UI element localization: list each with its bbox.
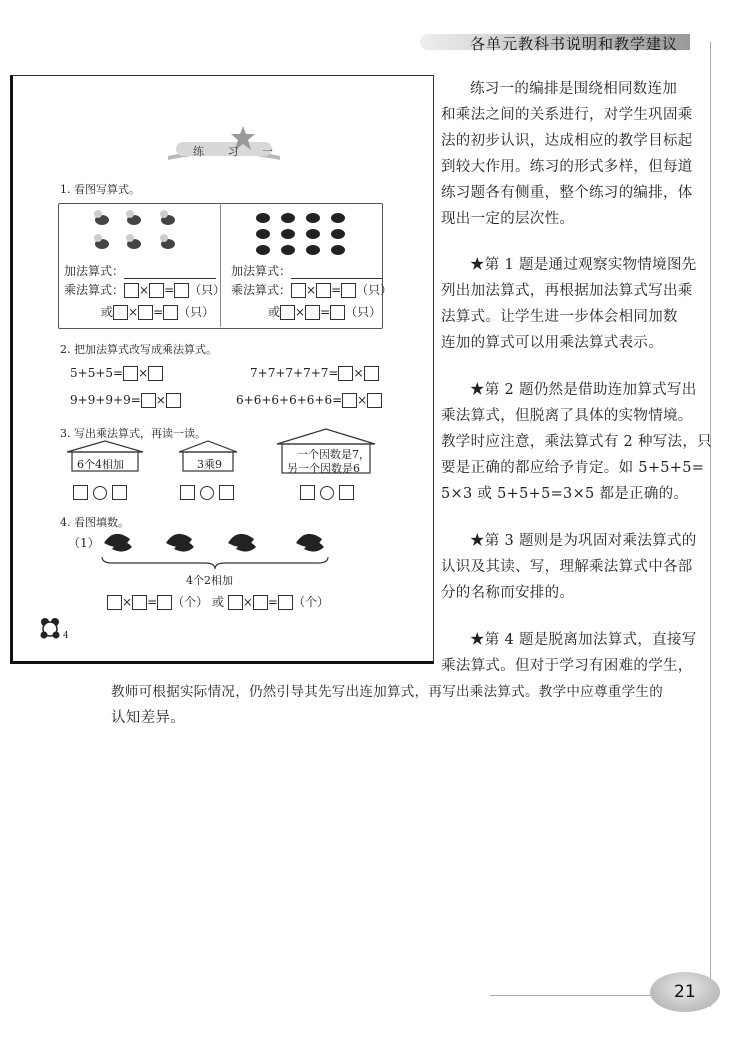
answer-box[interactable] [367,393,382,408]
para-line-1: 练习一的编排是围绕相同数连加 [470,81,678,97]
para-line-3: 法的初步认识，达成相应的教学目标起 [441,133,693,149]
answer-box[interactable] [163,305,178,320]
para-line-9: 法算式。让学生进一步体会相同加数 [441,309,678,325]
q1-figure-divider [220,203,221,327]
answer-box[interactable] [280,305,295,320]
para-line-21: 教师可根据实际情况，仍然引导其先写出连加算式，再写出乘法算式。教学中应尊重学生的 [111,684,663,700]
answer-box[interactable] [342,393,357,408]
q1-right-mul-alt: 或 × = （只） [268,305,382,319]
house-3-label-2: 另一个因数是6 [287,462,360,475]
answer-box[interactable] [330,305,345,320]
q4-caption: 4个2相加 [186,574,233,587]
answer-box[interactable] [149,283,164,298]
answer-box[interactable] [107,595,122,610]
page-number: 21 [674,982,696,1002]
para-line-4: 到较大作用。练习的形式多样，但每道 [441,159,693,175]
panda-icon [38,617,62,639]
para-line-12: 乘法算式，但脱离了具体的实物情境。 [441,408,693,424]
para-line-17: 认识及其读、写，理解乘法算式中各部 [441,559,693,575]
answer-box[interactable] [123,366,138,381]
answer-box[interactable] [364,366,379,381]
para-line-19: ★第 4 题是脱离加法算式，直接写 [470,632,697,648]
para-line-8: 列出加法算式，再根据加法算式写出乘 [441,283,693,299]
q4-title: 4. 看图填数。 [60,516,129,529]
q1-title: 1. 看图写算式。 [60,183,140,196]
para-line-5: 练习题各有侧重，整个练习的编排，体 [441,185,693,201]
q3-answer-1 [73,482,127,501]
header-title: 各单元教科书说明和教学建议 [470,35,679,53]
operator-circle[interactable] [93,486,107,500]
para-line-7: ★第 1 题是通过观察实物情境图先 [470,257,697,273]
answer-box[interactable] [341,283,356,298]
answer-box[interactable] [112,485,127,500]
answer-box[interactable] [148,366,163,381]
answer-box[interactable] [174,283,189,298]
answer-box[interactable] [339,485,354,500]
para-line-2: 和乘法之间的关系进行，对学生巩固乘 [441,107,693,123]
q4-equation: × = （个） 或 × = （个） [107,593,329,610]
para-line-22: 认知差异。 [111,710,185,726]
tadpole-group-icon [253,212,353,258]
right-rule [710,42,711,1007]
answer-box[interactable] [228,595,243,610]
answer-box[interactable] [141,393,156,408]
q4-brace [100,556,330,570]
answer-box[interactable] [132,595,147,610]
answer-box[interactable] [253,595,268,610]
q4-num: （1） [68,536,100,550]
footer-rule [490,995,660,996]
q2-item-1: 5+5+5= × [70,366,163,381]
q2-item-4: 6+6+6+6+6+6= × [236,393,382,408]
pepper-group-icon [100,525,340,555]
house-1-label: 6个4相加 [77,458,124,471]
answer-box[interactable] [278,595,293,610]
q2-item-2: 7+7+7+7+7= × [250,366,379,381]
textbook-page-number: 4 [63,631,69,641]
q1-left-add: 加法算式： [64,262,216,279]
q3-answer-3 [300,482,354,501]
answer-box[interactable] [300,485,315,500]
para-line-15: 5×3 或 5+5+5=3×5 都是正确的。 [441,486,689,502]
para-line-16: ★第 3 题则是为巩固对乘法算式的 [470,533,697,549]
q3-title: 3. 写出乘法算式，再读一读。 [60,427,206,440]
answer-box[interactable] [113,305,128,320]
operator-circle[interactable] [320,486,334,500]
answer-box[interactable] [124,283,139,298]
answer-box[interactable] [291,283,306,298]
q1-left-mul-alt: 或 × = （只） [101,305,215,319]
answer-box[interactable] [305,305,320,320]
answer-box[interactable] [157,595,172,610]
para-line-14: 要是正确的都应给予肯定。如 5+5+5= [441,460,705,476]
q1-left-mul: 乘法算式： × = （只） [64,283,226,297]
q2-item-3: 9+9+9+9= × [70,393,181,408]
operator-circle[interactable] [200,486,214,500]
answer-box[interactable] [138,305,153,320]
para-line-18: 分的名称而安排的。 [441,585,575,601]
exercise-title: 练 习 一 [193,145,283,158]
para-line-10: 连加的算式可以用乘法算式表示。 [441,335,663,351]
house-2-label: 3乘9 [197,458,222,471]
answer-box[interactable] [316,283,331,298]
para-line-11: ★第 2 题仍然是借助连加算式写出 [470,382,697,398]
q1-right-add: 加法算式： [231,262,383,279]
para-line-6: 现出一定的层次性。 [441,211,575,227]
answer-box[interactable] [338,366,353,381]
para-line-13: 教学时应注意，乘法算式有 2 种写法，只 [441,434,712,450]
house-3-label-1: 一个因数是7， [297,448,370,461]
bee-group-icon [90,210,190,258]
answer-box[interactable] [166,393,181,408]
para-line-20: 乘法算式。但对于学习有困难的学生， [441,658,693,674]
q3-answer-2 [180,482,234,501]
q1-right-mul: 乘法算式： × = （只） [231,283,393,297]
q2-title: 2. 把加法算式改写成乘法算式。 [60,343,217,356]
answer-box[interactable] [73,485,88,500]
answer-box[interactable] [180,485,195,500]
answer-box[interactable] [219,485,234,500]
